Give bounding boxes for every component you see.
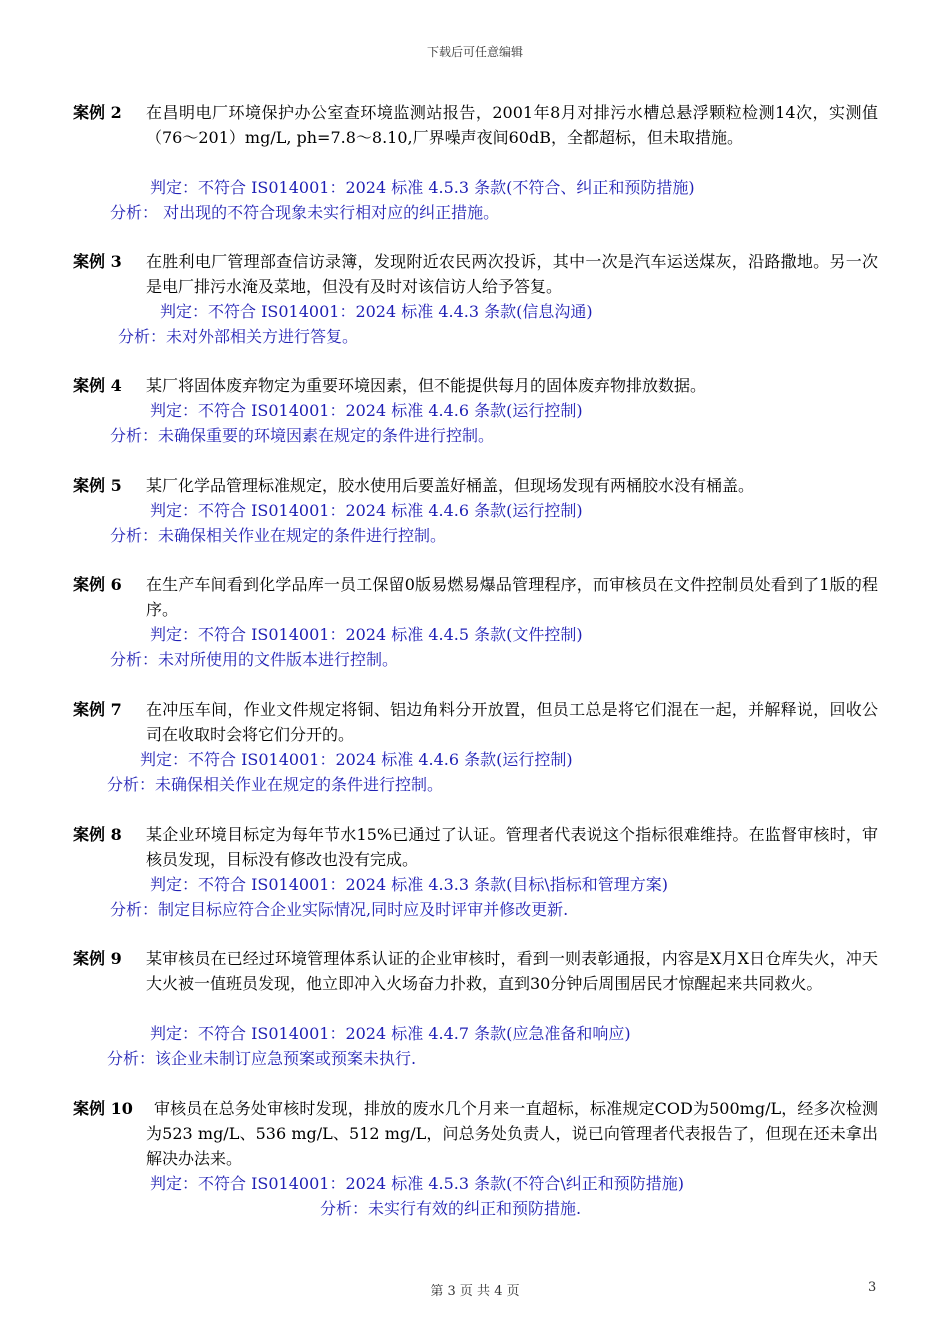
case-text: 在生产车间看到化学品库一员工保留0版易燃易爆品管理程序，而审核员在文件控制员处看到了1版的程序。: [146, 575, 878, 619]
case-analysis: 分析：该企业未制订应急预案或预案未执行.: [107, 1049, 417, 1068]
case-text: 在昌明电厂环境保护办公室查环境监测站报告，2001年8月对排污水槽总悬浮颗粒检测14次，实测值（76～201）mg/L, ph=7.8～8.10,厂界噪声夜间60dB，全都超标，但未取措施。: [146, 103, 878, 147]
case-label: 案例 6: [73, 575, 122, 594]
case-analysis: 分析：未确保相关作业在规定的条件进行控制。: [107, 775, 444, 794]
case-label: 案例 3: [73, 252, 122, 271]
case-text: 在胜利电厂管理部查信访录簿，发现附近农民两次投诉，其中一次是汽车运送煤灰，沿路撒地。另一次是电厂排污水淹及菜地，但没有及时对该信访人给予答复。: [146, 252, 878, 296]
case-label: 案例 4: [73, 376, 122, 395]
case-analysis: 分析：未对外部相关方进行答复。: [118, 327, 359, 346]
case-judgement: 判定：不符合 IS014001：2024 标准 4.4.6 条款(运行控制): [140, 750, 573, 769]
case-label: 案例 9: [73, 949, 122, 968]
case-analysis: 分析：未确保相关作业在规定的条件进行控制。: [110, 526, 447, 545]
case-judgement: 判定：不符合 IS014001：2024 标准 4.4.6 条款(运行控制): [150, 401, 583, 420]
case-analysis: 分析：制定目标应符合企业实际情况,同时应及时评审并修改更新.: [110, 900, 569, 919]
case-judgement: 判定：不符合 IS014001：2024 标准 4.4.3 条款(信息沟通): [160, 302, 593, 321]
case-text: 某厂化学品管理标准规定，胶水使用后要盖好桶盖，但现场发现有两桶胶水没有桶盖。: [146, 476, 755, 495]
case-label: 案例 7: [73, 700, 122, 719]
case-judgement: 判定：不符合 IS014001：2024 标准 4.5.3 条款(不符合\纠正和预防措施): [150, 1174, 685, 1193]
page-indicator: 第 3 页 共 4 页: [430, 1284, 520, 1299]
case-analysis: 分析： 对出现的不符合现象未实行相对应的纠正措施。: [110, 203, 500, 222]
case-label: 案例 8: [73, 825, 122, 844]
case-judgement: 判定：不符合 IS014001：2024 标准 4.5.3 条款(不符合、纠正和预防措施): [150, 178, 695, 197]
page-number: 3: [868, 1280, 877, 1295]
case-label: 案例 10: [73, 1099, 133, 1118]
case-label: 案例 5: [73, 476, 122, 495]
case-text: 审核员在总务处审核时发现，排放的废水几个月来一直超标，标准规定COD为500mg/L，经多次检测为523 mg/L、536 mg/L、512 mg/L，问总务处负责人，说已向管理者代表报告了，但现在还未拿出解决办法来。: [146, 1099, 878, 1168]
case-analysis: 分析：未确保重要的环境因素在规定的条件进行控制。: [110, 426, 495, 445]
case-label: 案例 2: [73, 103, 122, 122]
case-analysis: 分析：未对所使用的文件版本进行控制。: [110, 650, 399, 669]
case-analysis: 分析：未实行有效的纠正和预防措施.: [320, 1199, 582, 1218]
case-text: 某厂将固体废弃物定为重要环境因素，但不能提供每月的固体废弃物排放数据。: [146, 376, 707, 395]
case-judgement: 判定：不符合 IS014001：2024 标准 4.4.5 条款(文件控制): [150, 625, 583, 644]
case-judgement: 判定：不符合 IS014001：2024 标准 4.3.3 条款(目标\指标和管理方案): [150, 875, 669, 894]
case-judgement: 判定：不符合 IS014001：2024 标准 4.4.7 条款(应急准备和响应): [150, 1024, 631, 1043]
case-text: 某企业环境目标定为每年节水15%已通过了认证。管理者代表说这个指标很难维持。在监督审核时，审核员发现，目标没有修改也没有完成。: [146, 825, 878, 869]
case-judgement: 判定：不符合 IS014001：2024 标准 4.4.6 条款(运行控制): [150, 501, 583, 520]
case-text: 某审核员在已经过环境管理体系认证的企业审核时，看到一则表彰通报，内容是X月X日仓库失火，冲天大火被一值班员发现，他立即冲入火场奋力扑救，直到30分钟后周围居民才惊醒起来共同救火。: [146, 949, 878, 993]
case-text: 在冲压车间，作业文件规定将铜、铝边角料分开放置，但员工总是将它们混在一起，并解释说，回收公司在收取时会将它们分开的。: [146, 700, 878, 744]
page-header: 下载后可任意编辑: [426, 45, 523, 59]
